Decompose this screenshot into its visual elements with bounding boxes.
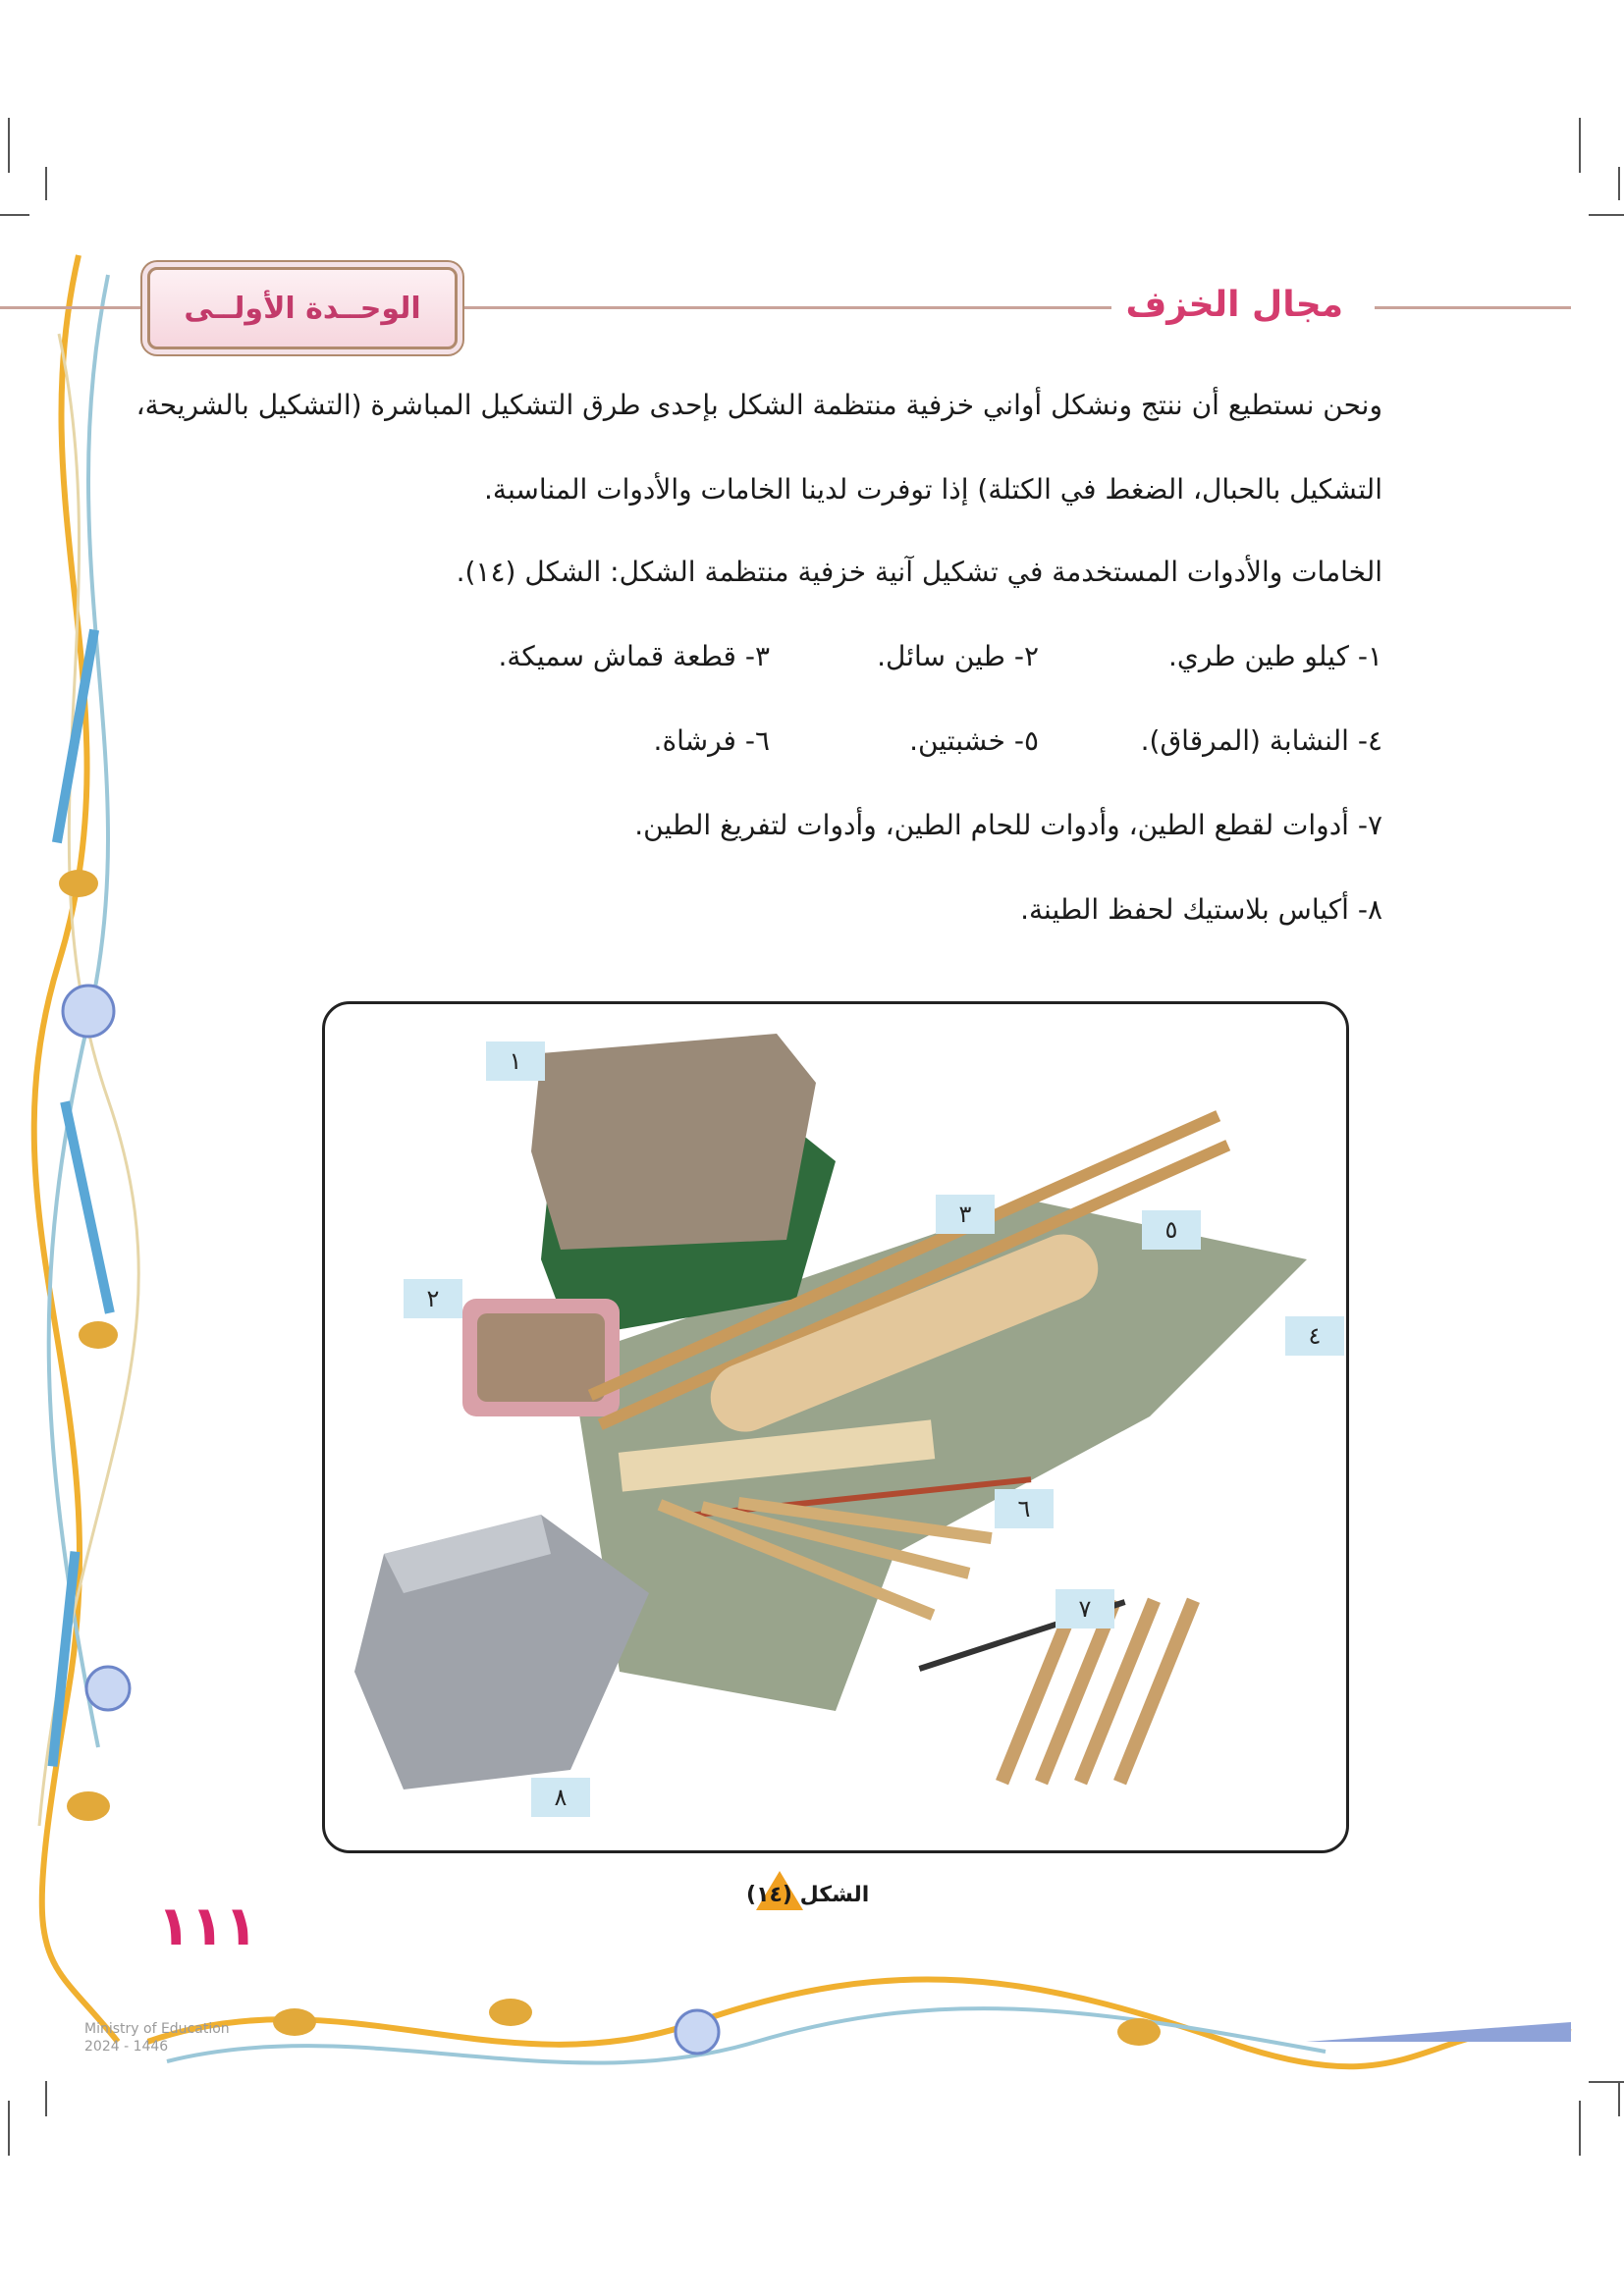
decorative-border-left [0, 216, 157, 2061]
crop-mark [1589, 214, 1624, 216]
header-rule-right [1375, 306, 1571, 309]
figure-tag: ١ [486, 1041, 545, 1081]
list-item: ٣- قطعة قماش سميكة. [498, 640, 770, 672]
paragraph-line-2: التشكيل بالحبال، الضغط في الكتلة) إذا توفرت لدينا الخامات والأدوات المناسبة. [484, 473, 1382, 506]
unit-label: الوحــدة الأولــى [184, 291, 421, 326]
list-item: ٧- أدوات لقطع الطين، وأدوات للحام الطين، وأدوات لتفريغ الطين. [634, 809, 1382, 841]
figure-tag: ٢ [404, 1279, 462, 1318]
tools-illustration [325, 1004, 1346, 1850]
list-item: ٢- طين سائل. [877, 640, 1039, 672]
crop-mark [8, 2101, 10, 2156]
ministry-name: Ministry of Education [84, 2021, 230, 2037]
paragraph-line-1: ونحن نستطيع أن ننتج ونشكل أواني خزفية منتظمة الشكل بإحدى طرق التشكيل المباشرة (التشكيل بالشريحة، [135, 389, 1382, 421]
crop-mark [45, 167, 47, 200]
ministry-year: 2024 - 1446 [84, 2039, 169, 2055]
figure-tag: ٧ [1056, 1589, 1114, 1629]
page-number: ١١١ [157, 1895, 258, 1958]
list-item: ٥- خشبتين. [909, 724, 1039, 757]
figure-tag: ٨ [531, 1778, 590, 1817]
decorative-border-bottom [147, 1953, 1581, 2110]
header-rule-middle [458, 306, 1196, 309]
list-item: ٤- النشابة (المرقاق). [1140, 724, 1382, 757]
figure-tools-photo [322, 1001, 1349, 1853]
figure-tag: ٥ [1142, 1210, 1201, 1250]
figure-caption: الشكل (١٤) [746, 1883, 870, 1907]
list-item: ٦- فرشاة. [653, 724, 770, 757]
unit-banner [147, 267, 458, 349]
header-rule-left [0, 306, 147, 309]
crop-mark [1589, 2081, 1624, 2083]
crop-mark [1579, 118, 1581, 173]
crop-mark [1618, 167, 1620, 200]
materials-intro: الخامات والأدوات المستخدمة في تشكيل آنية خزفية منتظمة الشكل: الشكل (١٤). [456, 556, 1382, 588]
list-item: ١- كيلو طين طري. [1168, 640, 1382, 672]
crop-mark [1618, 2081, 1620, 2116]
list-item: ٨- أكياس بلاستيك لحفظ الطينة. [1020, 893, 1382, 926]
ministry-watermark [84, 2020, 230, 2056]
figure-tag: ٦ [995, 1489, 1054, 1528]
figure-tag: ٣ [936, 1195, 995, 1234]
crop-mark [8, 118, 10, 173]
domain-title: مجال الخزف [1111, 285, 1357, 325]
crop-mark [45, 2081, 47, 2116]
figure-tag: ٤ [1285, 1316, 1344, 1356]
